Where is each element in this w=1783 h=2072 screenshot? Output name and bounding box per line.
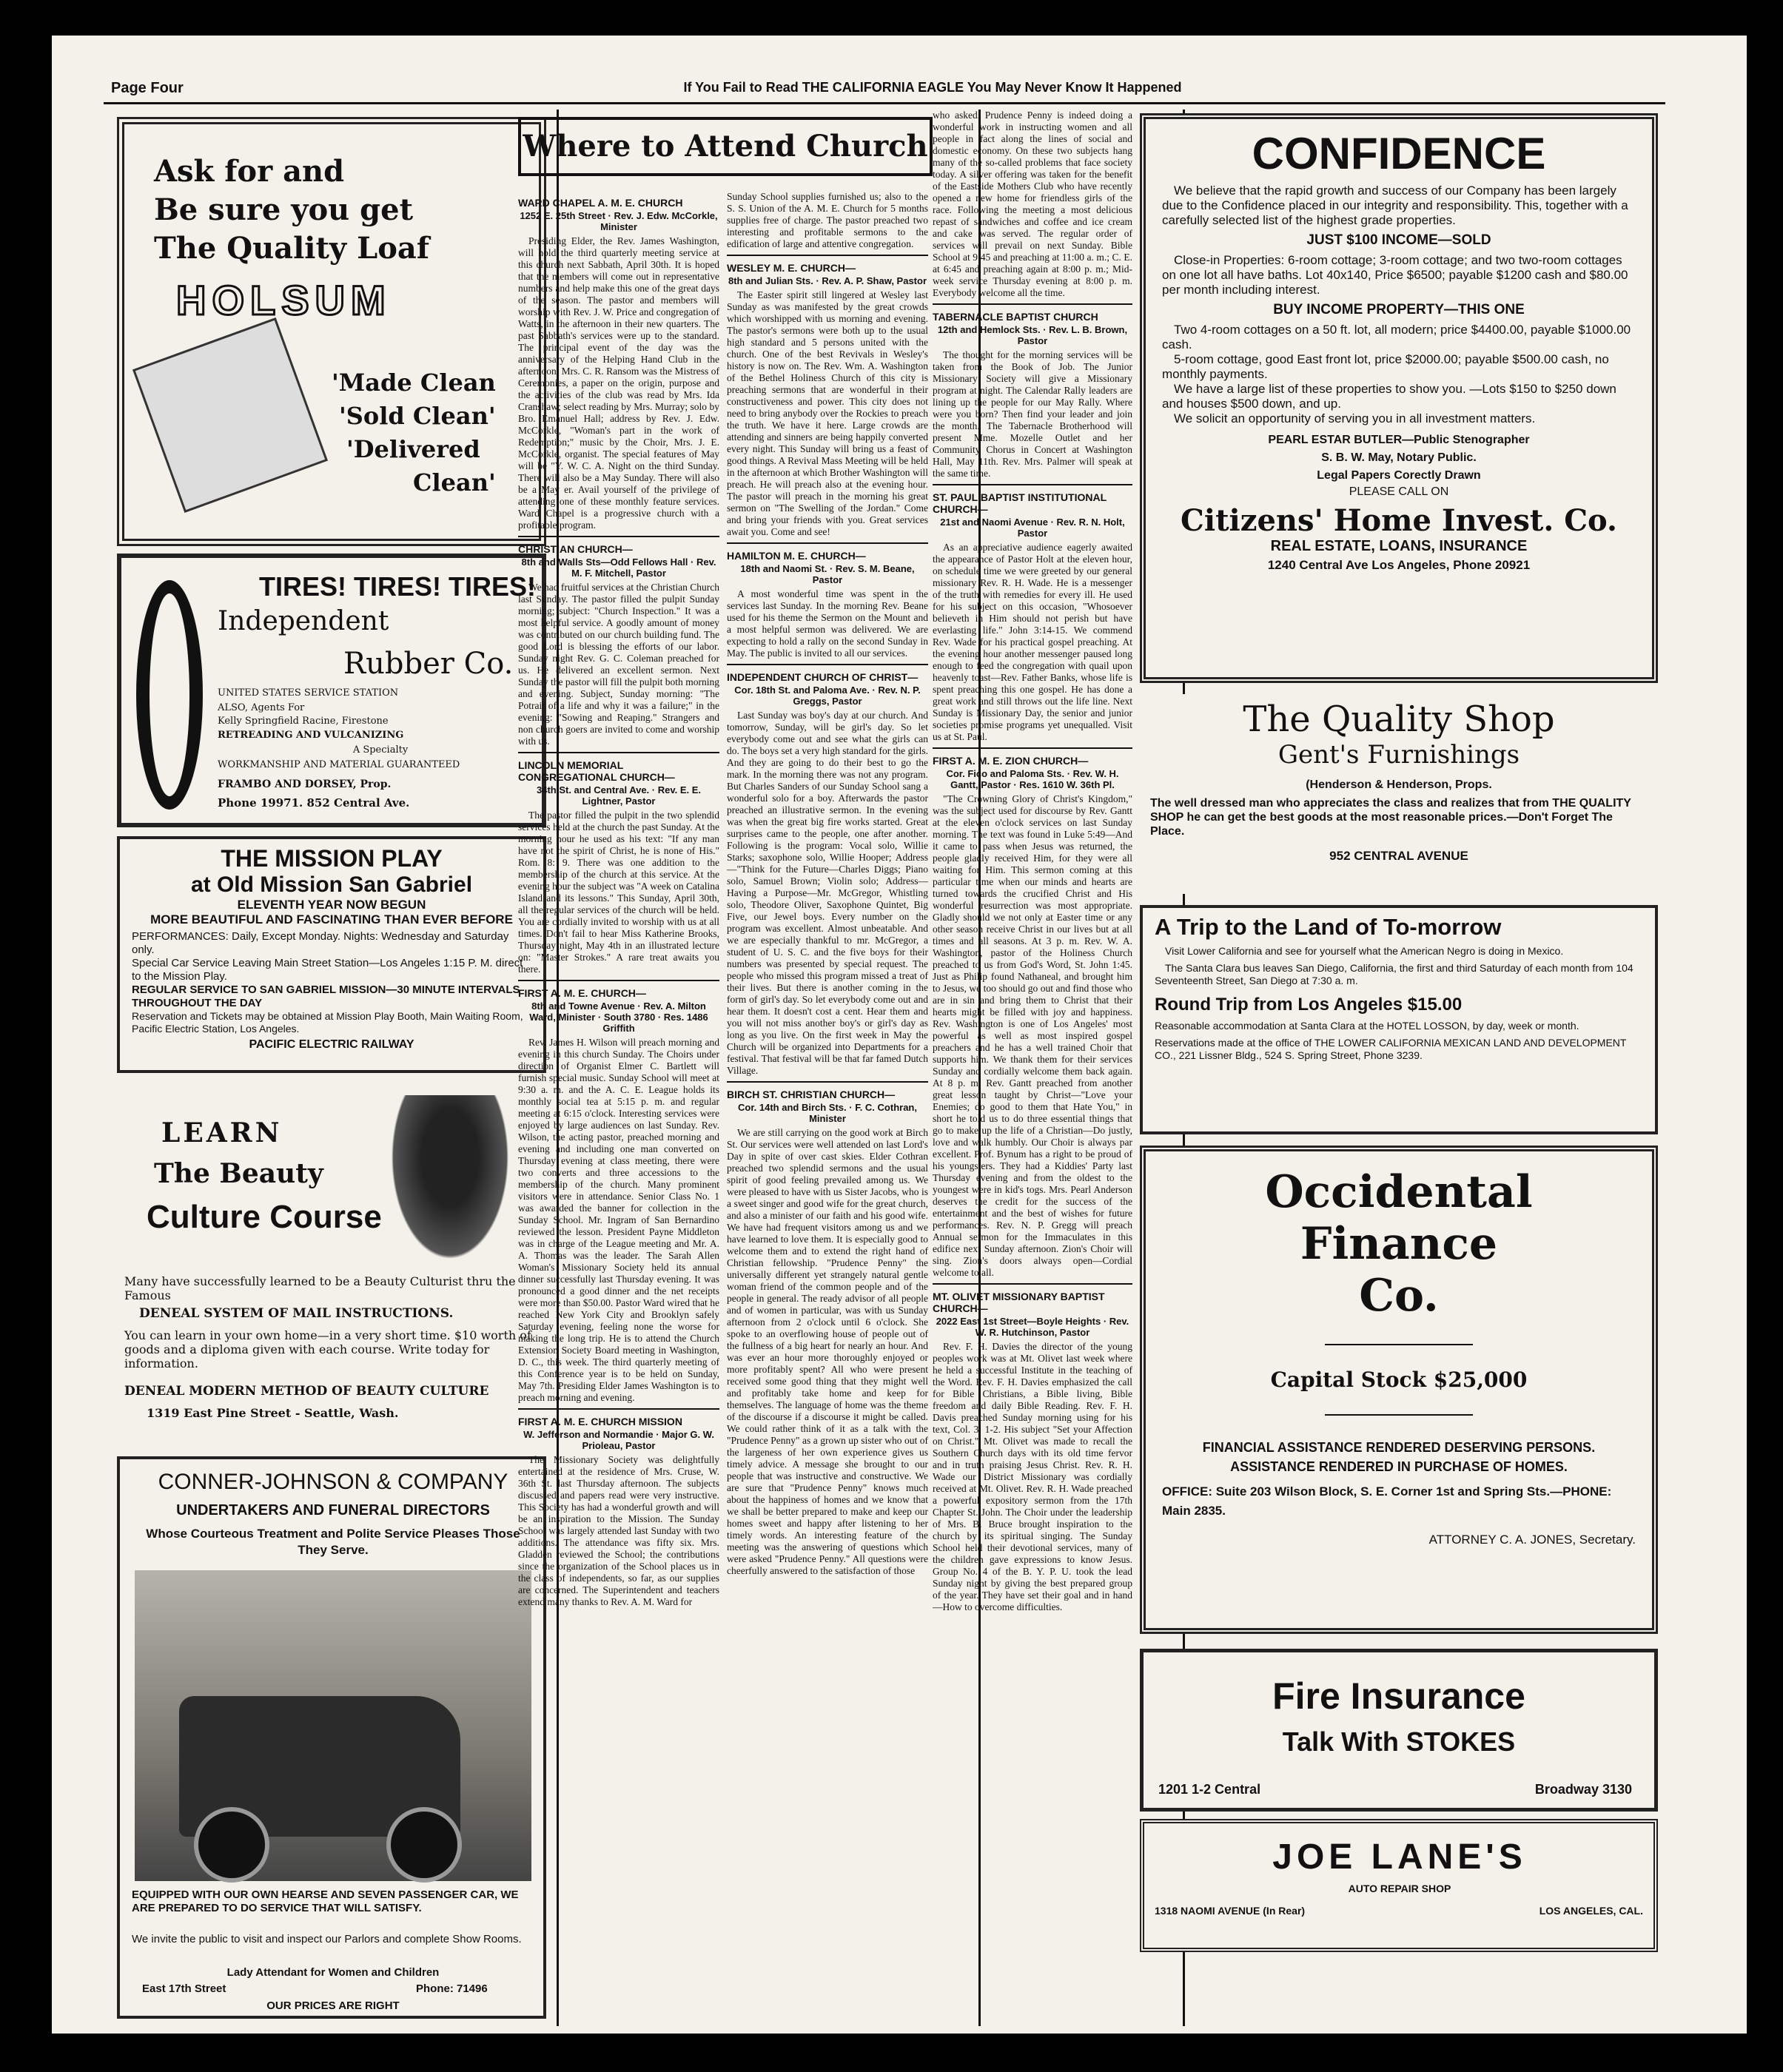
holsum-slogan2: 'Sold Clean' — [339, 402, 496, 430]
quality-address: 952 CENTRAL AVENUE — [1329, 849, 1468, 863]
divider — [727, 1081, 928, 1083]
conner-courteous: Whose Courteous Treatment and Polite Service Pleases Those They Serve. — [146, 1527, 520, 1557]
church-listing — [727, 671, 928, 1077]
fire-addr1: 1201 1-2 Central — [1158, 1782, 1261, 1797]
divider — [727, 542, 928, 544]
confidence-buy: BUY INCOME PROPERTY—THIS ONE — [1273, 302, 1525, 317]
confidence-realestate: REAL ESTATE, LOANS, INSURANCE — [1270, 538, 1528, 554]
mission-reservation: Reservation and Tickets may be obtained at Mission Play Booth, Main Waiting Room, Pacific Electric Station, Los Angeles. — [132, 1010, 523, 1035]
church-listing — [727, 1089, 928, 1577]
church-address: Cor. 18th St. and Paloma Ave. · Rev. N. P. Greggs, Pastor — [734, 684, 921, 707]
quality-text: The well dressed man who appreciates the class and realizes that from THE QUALITY SHOP he can get the best goods at the most reasonable prices.—Don't Forget The Place. — [1150, 797, 1631, 838]
masthead-rule — [104, 102, 1665, 104]
church-name: FIRST A. M. E. CHURCH— — [518, 987, 646, 999]
confidence-company: Citizens' Home Invest. Co. — [1181, 503, 1617, 538]
mission-railway: PACIFIC ELECTRIC RAILWAY — [249, 1038, 414, 1051]
church-notice: The thought for the morning services will be taken from the Book of Job. The Junior Missionary Society will give a Missionary program at night. The Calendar Rally leaders are lining up the people for our May Rally. Where were you born? Then find your leader and join the month. The Tabernacle Brotherhood will present Mme. Mozelle Outlet and her Community Chorus in Concert at Washington Hall, May 11th. Rev. Mrs. Palmer will speak at the same time. — [933, 349, 1132, 479]
tires-company1: Independent — [218, 606, 389, 636]
tires-service: UNITED STATES SERVICE STATION — [218, 687, 399, 699]
occidental-l2: Finance — [1300, 1218, 1498, 1270]
fire-talk: Talk With STOKES — [1282, 1726, 1516, 1757]
trip-visit: Visit Lower California and see for yourself what the American Negro is doing in Mexico. — [1165, 945, 1564, 957]
beauty-course: Culture Course — [147, 1199, 382, 1235]
church-column-1 — [518, 191, 719, 2019]
holsum-line2: Be sure you get — [154, 192, 414, 227]
joe-shop: AUTO REPAIR SHOP — [1348, 1883, 1451, 1894]
divider — [727, 664, 928, 665]
divider — [933, 1283, 1132, 1285]
beauty-home: You can learn in your own home—in a very short time. $10 worth of goods and a diploma given with each course. Write today for information. — [124, 1328, 531, 1370]
church-address: 34th St. and Central Ave. · Rev. E. E. Lightner, Pastor — [536, 784, 702, 807]
church-listing — [518, 197, 719, 531]
conner-invite: We invite the public to visit and inspect our Parlors and complete Show Rooms. — [132, 1933, 522, 1945]
church-column-2 — [727, 191, 928, 2019]
church-notice: "The Crowning Glory of Christ's Kingdom," was the subject used for discourse by Rev. Gantt at the eleven o'clock services on last Sunday morning. The text was found in Luke 5:49—And it came to pass when Jesus was returned, the people gladly received Him, for they were all waiting for Him. This sermon coming at this particular time when our minds and hearts are turned towards the crucified Christ and His wonderful resurrection was most appropriate. Gladly should we not only at Easter time or any other season receive Christ in our lives but at all times and all seasons. At 3 p. m. Rev. W. A. Washington, pastor of the Holiness Church preached to us from God's Word, St. John 1:45. Just as Philip found Nathaneal, and brought him to Jesus, we too should go out and find those who are in sin and bring them to Christ that their hearts might be filled with joy and happiness. Rev. Washington is one of Los Angeles' most powerful as well as most inspired gospel preachers and he has a well trained Choir that supports him. We thank them for their services Sunday and cordially welcome them back again. At 8 p. m. Rev. Gantt preached from another great lesson taught by Christ—"Love your Enemies; do good to them that Hate You," in short he told us to do three essential things that go to make up the life of a Christian—Do justly, love and walk humbly. Our Choir is always par excellent. Prof. Bynum has a right to be proud of his youngsters. They had a Kiddies' Party last Thursday evening and from the oldest to the youngest were in kid's togs. Mrs. Pearl Anderson deserves the credit for the success of the entertainment and the best of wishes for future performances. Rev. N. P. Gregg will preach Annual sermon for the Immaculates in this edifice next Sunday afternoon. Zion's Choir will sing. Zion's doors always open—Cordial welcome to all. — [933, 793, 1132, 1278]
beauty-system: DENEAL SYSTEM OF MAIL INSTRUCTIONS. — [139, 1306, 454, 1321]
confidence-solicit: We solicit an opportunity of serving you in all investment matters. — [1174, 411, 1536, 426]
church-listing — [518, 543, 719, 747]
divider — [518, 536, 719, 537]
confidence-five: 5-room cottage, good East front lot, price $2000.00; payable $500.00 cash, no monthly payments. — [1162, 352, 1609, 381]
occidental-assist: FINANCIAL ASSISTANCE RENDERED DESERVING PERSONS. ASSISTANCE RENDERED IN PURCHASE OF HOMES. — [1202, 1440, 1596, 1474]
church-name: BIRCH ST. CHRISTIAN CHURCH— — [727, 1089, 896, 1100]
confidence-please: PLEASE CALL ON — [1349, 485, 1449, 498]
church-name: INDEPENDENT CHURCH OF CHRIST— — [727, 671, 919, 683]
occidental-capital: Capital Stock $25,000 — [1270, 1368, 1528, 1392]
church-notice: We had fruitful services at the Christian Church last Sunday. The pastor filled the pulpit Sunday morning; subject: "Church Inspection." It was a most helpful service. A goodly amount of money was contributed on our church building fund. The good Lord is blessing the efforts of our labor. Sunday night Rev. G. C. Coleman preached for us. He delivered an excellent sermon. Next Sunday the pastor will fill the pulpit both morning and evening. Subject, Sunday morning: "The Potrait of a life and why it was a failure;" in the evening: "Sowing and Reaping." Strangers and non church goers are invited to come and worship with us. — [518, 582, 719, 747]
holsum-slogan3: 'Delivered — [346, 435, 480, 463]
church-notice: Presiding Elder, the Rev. James Washington, will hold the third quarterly meeting service at this church next Sabbath, April 30th. It is hoped that the members will come out in representative numbers and help make this one of the great days of the season. The pastor and members will worship with Rev. J. W. Price and congregation of Watts, in the afternoon in their new quarters. The past Sabbath's services were up to the standard. The principal event of the day was the anniversary of the Helping Hand Club in the afternoon. Mrs. C. R. Ransom was the Mistress of Ceremonies, a paper on the origin, purpose and the activities of the club was read by Mrs. Ida Cranshaw; select reading by Mrs. Murray; solo by Bro. Emanuel Hall; address by Rev. J. Edw. McCorkle, "Woman's part in the work of Redemption;" music by the Choir, Mrs. J. E. McCorkle, organist. The special features of May will be "Y. W. C. A. Night on the third Sunday. There will also be a May Sunday. There will also be a May er. Avail yourself of the privilege of attending one of these monthly feature services. Ward Chapel is a progressive church with a profitable program. — [518, 235, 719, 531]
church-address: 12th and Hemlock Sts. · Rev. L. B. Brown, Pastor — [937, 324, 1128, 346]
church-name: CHRISTIAN CHURCH— — [518, 543, 633, 555]
confidence-may: S. B. W. May, Notary Public. — [1321, 451, 1477, 464]
church-listing — [518, 987, 719, 1404]
church-name: TABERNACLE BAPTIST CHURCH — [933, 311, 1098, 323]
divider — [518, 980, 719, 981]
church-section-title: Where to Attend Church — [518, 117, 933, 176]
joe-address: 1318 NAOMI AVENUE (In Rear) — [1155, 1905, 1306, 1917]
occidental-l1: Occidental — [1265, 1166, 1533, 1218]
tires-retread: RETREADING AND VULCANIZING — [218, 730, 404, 741]
holsum-line1: Ask for and — [154, 154, 345, 189]
church-name: HAMILTON M. E. CHURCH— — [727, 550, 866, 562]
church-address: 8th and Julian Sts. · Rev. A. P. Shaw, Pastor — [728, 275, 927, 286]
occidental-attorney: ATTORNEY C. A. JONES, Secretary. — [1428, 1533, 1636, 1547]
conner-equipped: EQUIPPED WITH OUR OWN HEARSE AND SEVEN PASSENGER CAR, WE ARE PREPARED TO DO SERVICE THAT WILL SATISFY. — [132, 1888, 519, 1914]
mission-performances: PERFORMANCES: Daily, Except Monday. Nights: Wednesday and Saturday only. — [132, 930, 509, 956]
masthead-tagline: If You Fail to Read THE CALIFORNIA EAGLE You May Never Know It Happened — [683, 80, 1182, 95]
trip-reserve: Reservations made at the office of THE LOWER CALIFORNIA MEXICAN LAND AND DEVELOPMENT CO., 221 Lissner Bldg., 524 S. Spring Street, Phone 3239. — [1155, 1037, 1627, 1061]
church-address: Cor. Fico and Paloma Sts. · Rev. W. H. Gantt, Pastor · Res. 1610 W. 36th Pl. — [946, 768, 1119, 790]
joe-lanes-ad — [1140, 1819, 1658, 1952]
mission-subtitle: at Old Mission San Gabriel — [190, 872, 473, 897]
conner-type: UNDERTAKERS AND FUNERAL DIRECTORS — [176, 1502, 490, 1518]
church-address: 8th and Towne Avenue · Rev. A. Milton Ward, Minister · South 3780 · Res. 1486 Griffith — [529, 1000, 708, 1034]
tires-specialty: A Specialty — [352, 744, 409, 756]
conner-address: East 17th Street — [142, 1982, 226, 1995]
church-notice: A most wonderful time was spent in the services last Sunday. In the morning Rev. Beane used for his theme the Sermon on the Mount and a most helpful sermon was delivered. We are expecting to hold a rally on the second Sunday in May. The public is invited to all our services. — [727, 588, 928, 659]
independent-rubber-ad — [117, 554, 546, 827]
trip-bus: The Santa Clara bus leaves San Diego, California, the first and third Saturday of each month from 104 Seventeenth Street, San Diego at 7:30 a. m. — [1155, 962, 1633, 986]
holsum-bread-ad — [117, 117, 546, 546]
woman-portrait-image — [383, 1095, 517, 1273]
mission-more: MORE BEAUTIFUL AND FASCINATING THAN EVER BEFORE — [150, 912, 513, 926]
quality-shop-ad — [1140, 694, 1658, 894]
church-name: LINCOLN MEMORIAL CONGREGATIONAL CHURCH— — [518, 759, 675, 783]
church-listing — [933, 311, 1132, 480]
church-notice: who asked. Prudence Penny is indeed doing a wonderful work in instructing women and all people in fact along the lines of social and domestic economy. On these two subjects hang many of the so-called problems that face society today. A silver offering was taken for the benefit of the Eastside Mothers Club who have recently opened a new home for friendless girls of the race. Following the meeting a most delicious repast of sandwiches and coffee and ice cream and cake was served. The regular order of services will prevail on next Sunday. Bible School at 9:45 and preaching at 11:00 a. m.; C. E. at 6:45 and preaching again at 8:00 p. m.; Mid-week service Thursday evening at 8:00 p. m. Everybody welcome all the time. — [933, 110, 1132, 298]
beauty-address: 1319 East Pine Street - Seattle, Wash. — [147, 1406, 399, 1420]
church-notice: Rev. F. H. Davies the director of the young peoples work was at Mt. Olivet last week where he held a successful Institute in the teaching of the Word. Rev. F. H. Davies emphasized the call for Bible Christians, a Bible living, Bible freedom and daily Bible Reading. Rev. F. H. Davis preached Sunday morning using for his text, Col. 3: 1-2. His subject "Set your Affection on Christ." Mt. Olivet was made to recall the Southern Church days with its old time fervor and in truth praising Jesus Christ. Rev. R. H. Wade our District Missionary was cordially received at Mt. Olivet. Rev. R. H. Wade preached a powerful expository sermon from the 17th Chapter St. John. The Choir under the leadership of Mrs. B. Bruce brought inspiration to the church by its spiritual singing. The Sunday School held their devotional services, many of the children gave expressions to know Jesus. Group No. 4 of the B. Y. P. U. took the lead Sunday night by giving the best prepared group of the year. They have set their goal and in hand—How to overcome difficulties. — [933, 1341, 1132, 1612]
joe-city: LOS ANGELES, CAL. — [1539, 1905, 1643, 1917]
church-name: FIRST A. M. E. ZION CHURCH— — [933, 755, 1089, 767]
tires-phone: Phone 19971. 852 Central Ave. — [218, 796, 410, 810]
church-listing — [933, 491, 1132, 743]
tires-guarantee: WORKMANSHIP AND MATERIAL GUARANTEED — [218, 759, 460, 770]
divider — [727, 255, 928, 256]
trip-accom: Reasonable accommodation at Santa Clara at the HOTEL LOSSON, by day, week or month. — [1155, 1020, 1579, 1032]
fire-addr2: Broadway 3130 — [1534, 1782, 1632, 1797]
church-address: 1252 E. 25th Street · Rev. J. Edw. McCorkle, Minister — [520, 210, 718, 232]
page-number: Page Four — [111, 80, 184, 96]
mission-car: Special Car Service Leaving Main Street Station—Los Angeles 1:15 P. M. direct to the Mission Play. — [132, 957, 523, 983]
church-address: 21st and Naomi Avenue · Rev. R. N. Holt, Pastor — [940, 517, 1125, 539]
church-name: MT. OLIVET MISSIONARY BAPTIST CHURCH— — [933, 1291, 1105, 1314]
divider — [933, 303, 1132, 305]
divider — [1325, 1344, 1473, 1345]
divider — [1325, 1414, 1473, 1416]
trip-ad — [1140, 905, 1658, 1134]
church-address: 8th and Walls Sts—Odd Fellows Hall · Rev. M. F. Mitchell, Pastor — [521, 556, 716, 579]
church-listing — [933, 110, 1132, 299]
quality-owners: (Henderson & Henderson, Props. — [1306, 778, 1492, 791]
divider — [933, 484, 1132, 485]
church-notice: Rev. James H. Wilson will preach morning and evening in this church Sunday. The Choirs under direction of Organist Elmer C. Bartlett will furnish special music. Sunday School will meet at 9:30 a. m. and the A. C. E. League holds its monthly social tea at 5:15 p. m. and regular meeting at 6:15 o'clock. Interesting services were enjoyed by large audiences on last Sunday. Rev. Wilson, the acting pastor, preached morning and evening and including one man converted on Thursday evening at class meeting, there were two converts and three accessions to the membership of the church. Many prominent visitors were in attendance. Senior Class No. 1 was awarded the banner for collection in the Sunday School. Mr. Ingram of San Bernardino reviewed the lesson. President Payne Middleton was in charge of the League meeting and Mr. A. A. Thomas was the leader. The Sarah Allen Woman's Missionary Society held its annual dinner successfully last Thursday evening. It was pronounced a good dinner and the net receipts were more than $50.00. Pastor Ward wired that he reached New York City and Brooklyn safely Saturday evening, feeling none the worse for making the long trip. He is to attend the Church Extension Society Board meeting in Washington, D. C., this week. The third quarterly meeting of this Conference year is to be held on Sunday, May 7th. Presiding Elder James Washington is to preach morning and evening. — [518, 1037, 719, 1403]
church-listing — [727, 191, 928, 250]
church-notice: Last Sunday was boy's day at our church. And tomorrow, Sunday, will be girl's day. So let everybody come out and see what the girls can do. The boys set a very high standard for the girls. And they are going to do their best to go the mark. In the morning there was not any program. But Charles Sanders of our Sunday School sang a wonderful solo for a boy. Afterwards the pastor preached an illustrative sermon. In the evening was when the great big fire works started. Great surprises came to the people, one after another. Following is the program: Vocal solo, Willie Starks; saxophone solo, Willie Hooper; Address—"Think for the Future—Charles Diggs; Piano solo, Samuel Brown; Violin solo; Address—Having a Purpose—Mr. McGregor, Whistling solo, Theodore Oliver, Saxophone Quintet, Big Five, our Jewel boys. Every number on the program was excellent. Almost unbeatable. And we are especially thankful to mr. McGregor, a student of U. S. C. and the five boys for their numbers was presented by special request. The people who missed this program missed a treat of their lives. But there is another coming in the form of girl's day. So let everybody come out and hear them. It doesn't cost a cent. Hear them and you will not miss another boy's or girl's day as long as you live. On the first week in May the Church will be organized into Departments for a festival. That festival will be that far famed Dutch Village. — [727, 710, 928, 1076]
confidence-sold: JUST $100 INCOME—SOLD — [1306, 232, 1491, 248]
beauty-many: Many have successfully learned to be a Beauty Culturist thru the Famous — [124, 1274, 516, 1302]
hearse-wheel — [386, 1807, 462, 1883]
newspaper-page — [52, 36, 1747, 2034]
confidence-pearl: PEARL ESTAR BUTLER—Public Stenographer — [1268, 434, 1530, 446]
confidence-address: 1240 Central Ave Los Angeles, Phone 20921 — [1267, 558, 1531, 572]
tires-agents: ALSO, Agents For — [218, 702, 305, 713]
church-listing — [727, 550, 928, 659]
tires-company2: Rubber Co. — [343, 647, 514, 681]
joe-name: JOE LANE'S — [1272, 1837, 1527, 1877]
church-listing — [727, 262, 928, 538]
tire-image — [136, 580, 203, 810]
mission-play-ad — [117, 836, 546, 1073]
confidence-intro: We believe that the rapid growth and success of our Company has been largely due to the Confidence placed in our integrity and responsibility. This, together with a carefully selected list of the highest grade properties. — [1162, 184, 1628, 227]
tires-owners: FRAMBO AND DORSEY, Prop. — [218, 778, 392, 790]
church-listing — [518, 1416, 719, 1608]
occidental-office: OFFICE: Suite 203 Wilson Block, S. E. Corner 1st and Spring Sts.—PHONE: Main 2835. — [1162, 1484, 1612, 1518]
trip-round: Round Trip from Los Angeles $15.00 — [1155, 995, 1463, 1015]
holsum-slogan4: Clean' — [413, 468, 496, 497]
bread-loaf-image — [132, 317, 328, 513]
church-name: WARD CHAPEL A. M. E. CHURCH — [518, 197, 683, 209]
quality-title: The Quality Shop — [1243, 699, 1555, 740]
hearse-photo — [135, 1570, 531, 1881]
confidence-legal: Legal Papers Corectly Drawn — [1317, 469, 1481, 482]
conner-phone: Phone: 71496 — [416, 1982, 488, 1995]
mission-year: ELEVENTH YEAR NOW BEGUN — [237, 898, 426, 912]
church-notice: The pastor filled the pulpit in the two splendid services held at the church the past Sunday. At the morning hour he used as his text: "If any man have not the spirit of Christ, he is none of His." Rom. 8: 9. There was one addition to the membership of the church at this service. At the evening hour the subject was "A week on Catalina Island and its lessons." This Sunday, April 30th, all the regular services of the church will be held. You are cordially invited to worship with us at all times. Don't fail to hear Miss Katherine Brooks, Thursday night, May 4th in an illustrated lecture on: "Master Strokes." A rare treat awaits you there. — [518, 810, 719, 975]
tires-headline: TIRES! TIRES! TIRES! — [258, 571, 536, 602]
church-notice: The Easter spirit still lingered at Wesley last Sunday as was manifested by the great crowds which worshipped with us morning and evening. The pastor's sermons were both up to the usual high standard and 5 persons united with the church. One of the best Revivals in Wesley's history is now on. The Rev. Wm. A. Washington of the Bethel Holiness Church of this city is preaching sermons that are wonderful in their constructiveness and power. This city does not need to bring anybody over the Rockies to preach the truth. We have it here. Large crowds are attending and sinners are being happily converted every night. This Sunday will bring us a feast of good things. A Revival Mass Meeting will be held in the afternoon at which Brother Washington will preach. He will preach also at the evening hour. The pastor will preach in the morning his great sermon on "The Swelling of the Jordan." Come and bring your friends with you. Great services await you. Come and see! — [727, 289, 928, 537]
confidence-four: Two 4-room cottages on a 50 ft. lot, all modern; price $4400.00, payable $1000.00 cash. — [1162, 323, 1631, 352]
mission-title: THE MISSION PLAY — [221, 845, 443, 872]
confidence-title: CONFIDENCE — [1252, 129, 1546, 178]
divider — [933, 747, 1132, 749]
church-notice: The Missionary Society was delightfully entertained at the residence of Mrs. Cruse, W. 36th St. last Thursday afternoon. The subjects discussed and papers read were very instructive. This Society has had a wonderful growth and will be an inspiration to the Mission. The Sunday School was largely attended last Sunday with two additions. The attendance was fifty six. Mrs. Gladden reviewed the School; the contributions since the organization of the School places us in the class of independents, so far, as our supplies are concerned. The Superintendent and teachers extend many thanks to Rev. A. M. Ward for — [518, 1454, 719, 1607]
church-address: 18th and Naomi St. · Rev. S. M. Beane, Pastor — [740, 563, 915, 585]
occidental-finance-ad — [1140, 1146, 1658, 1634]
church-notice: We are still carrying on the good work at Birch St. Our services were well attended on last Lord's Day in spite of over cast skies. Elder Cothran preached two splendid sermons and the usual spirit of good feeling prevailed among us. We were pleased to have with us Sister Jacobs, who is a sweet singer and good wife for the great church, and also a minister of our faith and his good wife. We have had frequent visitors among us and we have learned to love them. It is especially good to welcome them and to extend the right hand of Christian fellowship. "Prudence Penny" the universally different yet strangely natural gentle woman friend of the common people and of the people in general. The ready advisor of all people and of women in particular, was with us Sunday afternoon from 2 o'clock until 6 o'clock. She spoke to an overflowing house of people out of the fullness of a big heart for nearly an hour. And was ever an hour more thoroughly enjoyed or more profitably spent? All who were present received some good thing that they might well and profitably take home and keep for themselves. The language of home was the theme of the discourse if a discourse it might be called. We could rather think of it as a talk with the "Prudence Penny" as a grown up sister who out of the largeness of her own experience gives us timely advice. A message she brought to our people that was instructive and constructive. We are sure that "Prudence Penny" knows much about the happiness of homes and we know that we shall be better prepared to make and keep our homes sweet and happy after listening to her timely words. An interesting feature of the meeting was the answering of questions which were asked "Prudence Penny." All questions were cheerfully answered to the satisfaction of those — [727, 1127, 928, 1576]
beauty-the: The Beauty — [154, 1158, 323, 1189]
conner-johnson-ad — [117, 1456, 546, 2019]
fire-title: Fire Insurance — [1272, 1675, 1525, 1717]
hearse-wheel — [194, 1807, 269, 1883]
church-listing — [933, 1291, 1132, 1613]
church-address: 2022 East 1st Street—Boyle Heights · Rev. W. R. Hutchinson, Pastor — [936, 1316, 1129, 1338]
confidence-ad — [1140, 113, 1658, 683]
mission-regular: REGULAR SERVICE TO SAN GABRIEL MISSION—30 MINUTE INTERVALS THROUGHOUT THE DAY — [132, 983, 520, 1009]
church-address: Cor. 14th and Birch Sts. · F. C. Cothran, Minister — [738, 1102, 917, 1124]
confidence-close: Close-in Properties: 6-room cottage; 3-room cottage; and two two-room cottages on one lot all have baths. Lot 40x140, Price $6500; payable $1200 cash and $80.00 per month including interest. — [1162, 253, 1628, 297]
holsum-brand: HOLSUM — [176, 277, 392, 323]
confidence-list: We have a large list of these properties to show you. —Lots $150 to $250 down and houses $500 down, and up. — [1162, 382, 1616, 411]
holsum-line3: The Quality Loaf — [154, 231, 430, 266]
church-name: ST. PAUL BAPTIST INSTITUTIONAL CHURCH— — [933, 491, 1107, 515]
conner-name: CONNER-JOHNSON & COMPANY — [158, 1470, 508, 1494]
church-address: W. Jefferson and Normandie · Major G. W. Prioleau, Pastor — [523, 1429, 714, 1451]
conner-prices: OUR PRICES ARE RIGHT — [266, 1999, 400, 2012]
tires-brands: Kelly Springfield Racine, Firestone — [218, 716, 389, 727]
church-notice: Sunday School supplies furnished us; also to the S. S. Union of the A. M. E. Church for 5 months supplies free of charge. The pastor preached two interesting and profitable sermons to the edification of large and attentive congregation. — [727, 191, 928, 249]
church-name: WESLEY M. E. CHURCH— — [727, 262, 856, 274]
beauty-learn: LEARN — [161, 1117, 283, 1148]
beauty-culture-ad — [117, 1080, 546, 1450]
beauty-method: DENEAL MODERN METHOD OF BEAUTY CULTURE — [124, 1384, 489, 1399]
church-notice: As an appreciative audience eagerly awaited the appearance of Pastor Holt at the eleven hour, on schedule time we were greeted by our general missionary Rev. R. H. Wade. He is a messenger of the truth with remedies for every ill. He used for his subject on this occasion, "Whosoever believeth in Him should not perish but have everlasting life." John 3:14-15. We commend Rev. Wade for his practical gospel preaching. At the evening hour another messenger paused long enough to feed the congregation with quail upon heavenly toast—Rev. Father Banks, whose life is spent preaching this one gospel. He has done a great work and still throws out the life line. Next Sunday is Missionary Day, the senior and junior societies promise programs yet unequalled. Visit us at St. Paul. — [933, 542, 1132, 742]
church-column-3 — [933, 110, 1132, 2019]
conner-lady: Lady Attendant for Women and Children — [226, 1966, 440, 1979]
quality-subtitle: Gent's Furnishings — [1277, 740, 1520, 770]
fire-insurance-ad — [1140, 1649, 1658, 1812]
church-listing — [933, 755, 1132, 1279]
church-name: FIRST A. M. E. CHURCH MISSION — [518, 1416, 682, 1427]
holsum-slogan1: 'Made Clean — [332, 369, 496, 397]
trip-title: A Trip to the Land of To-morrow — [1155, 914, 1502, 940]
divider — [518, 752, 719, 753]
divider — [518, 1408, 719, 1410]
church-listing — [518, 759, 719, 975]
occidental-l3: Co. — [1359, 1270, 1439, 1322]
